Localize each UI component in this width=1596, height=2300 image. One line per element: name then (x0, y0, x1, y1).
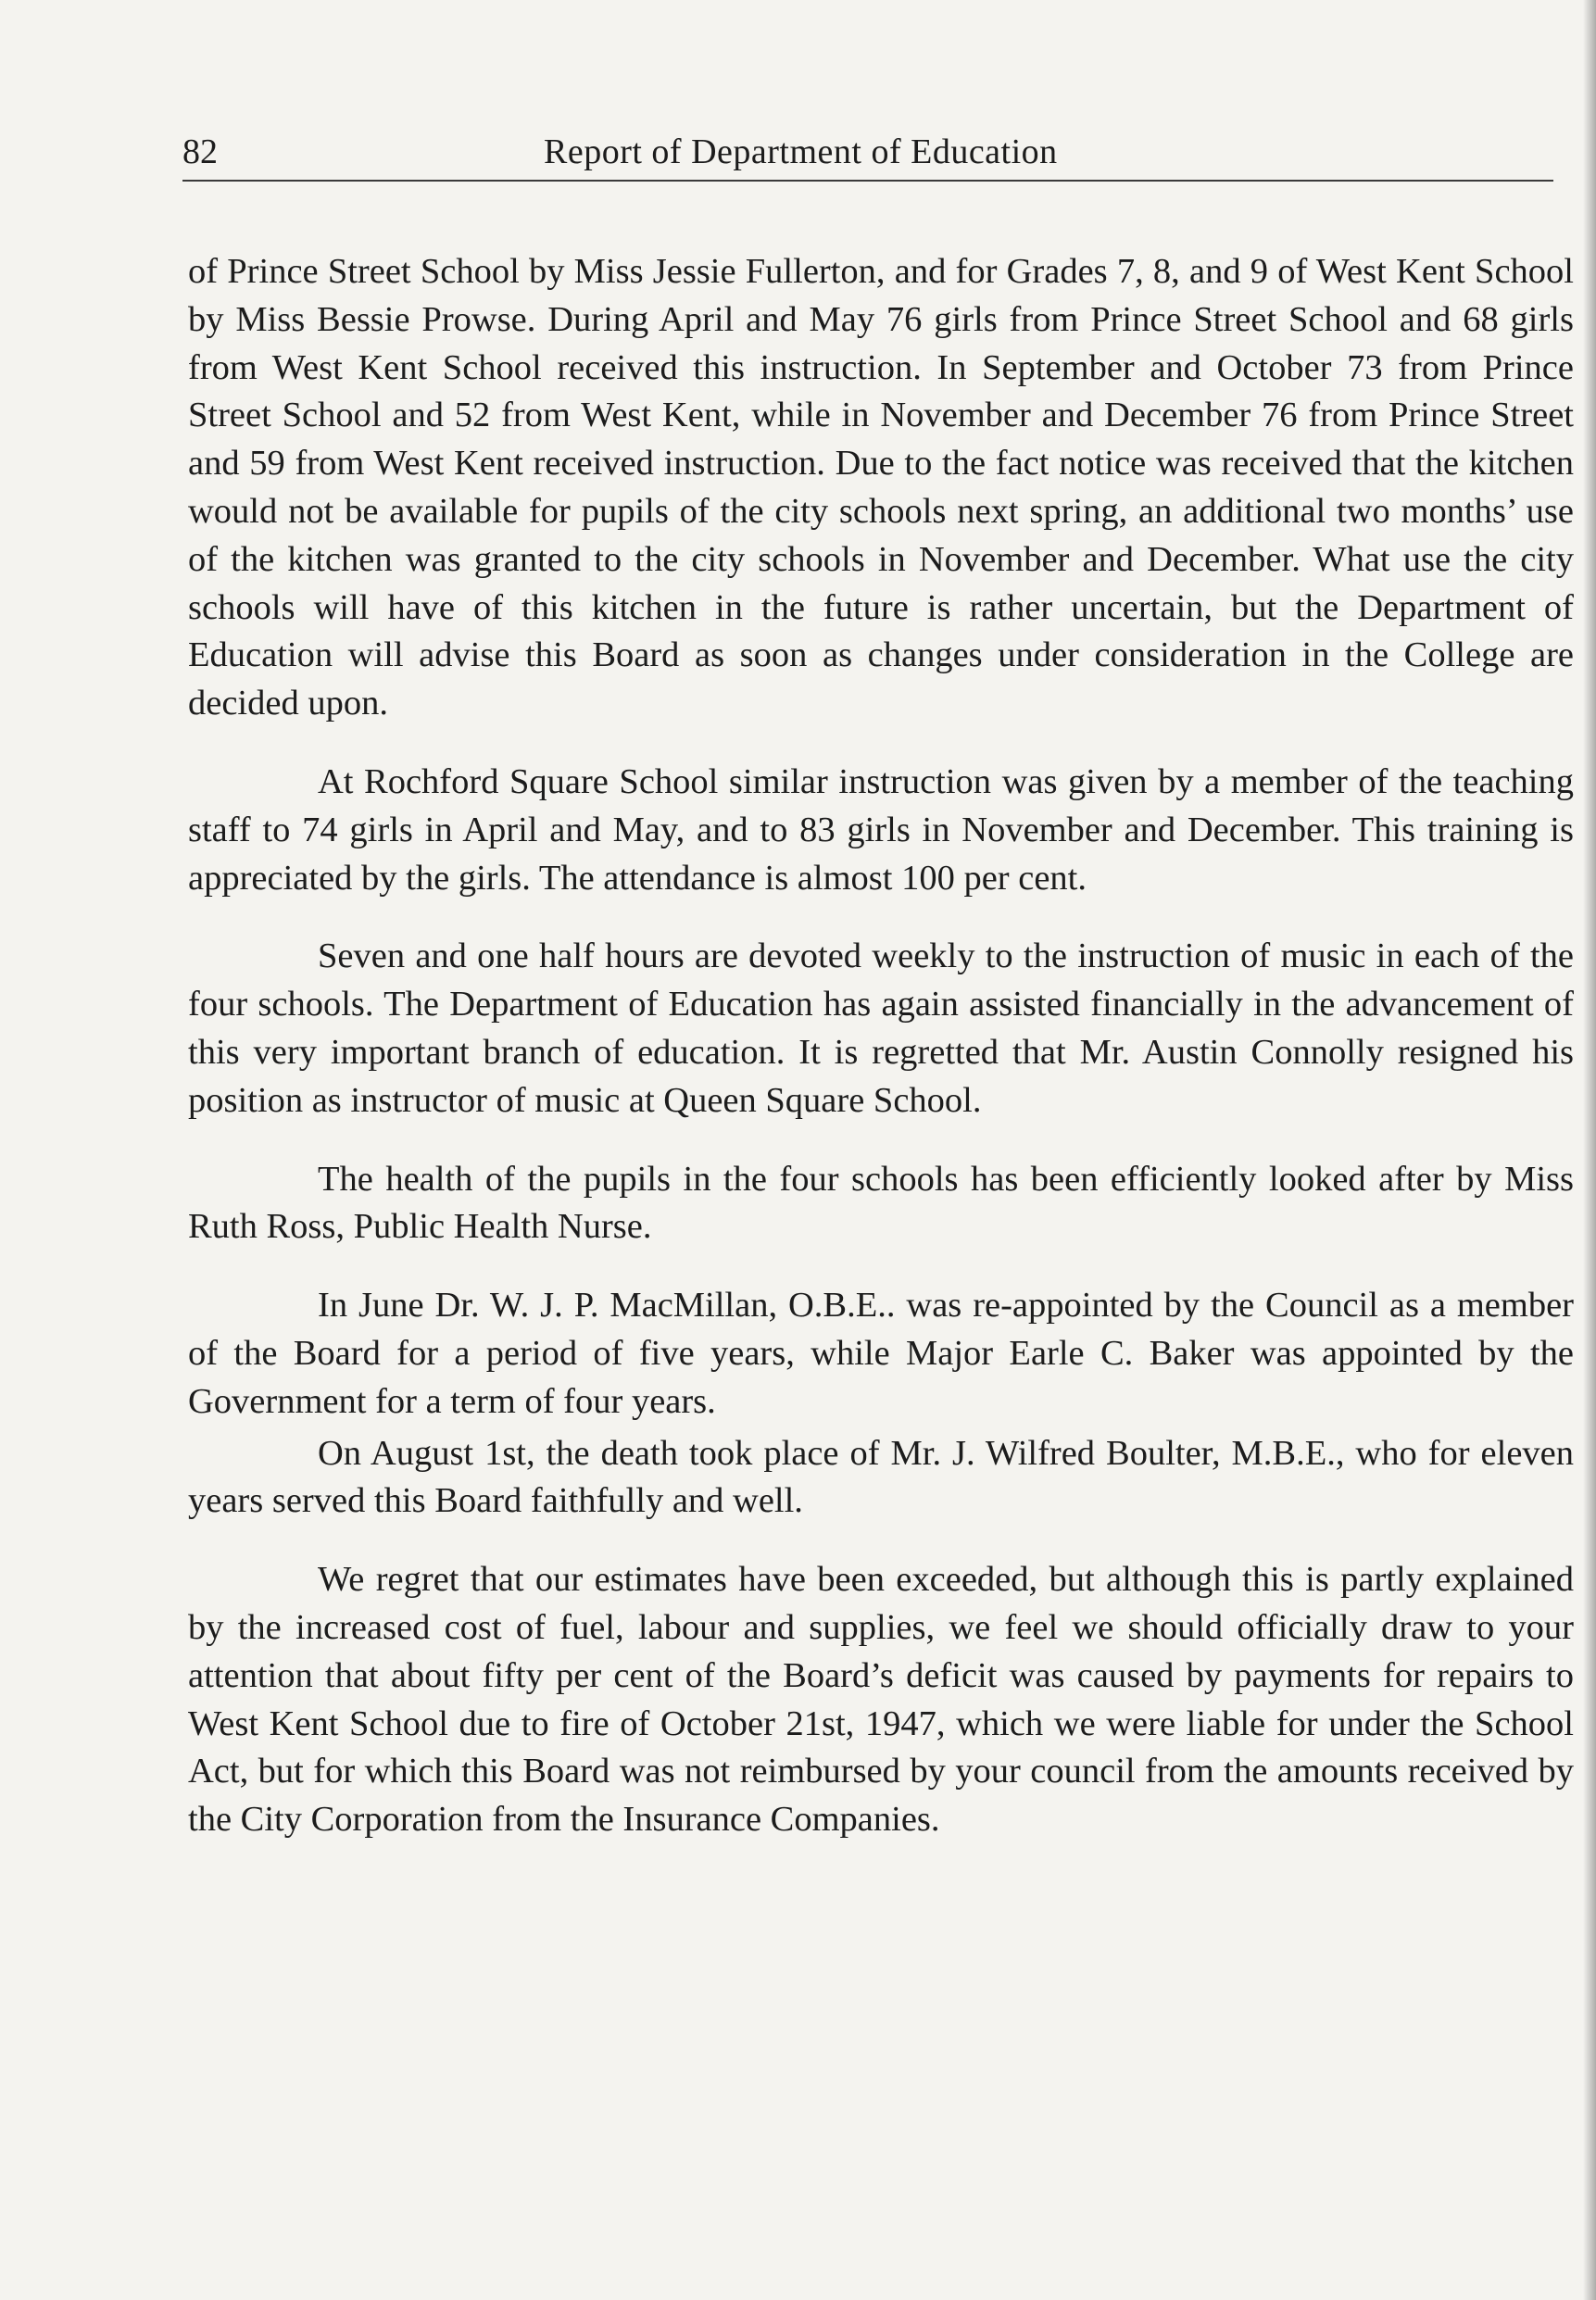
paragraph-continued: of Prince Street School by Miss Jessie Fullerton, and for Grades 7, 8, and 9 of West Kent School by Miss Bessie Prowse. During April and May 76 girls from Prince Street School and 68 girls from West Kent School received this instruction. In September and October 73 from Prince Street School and 52 from West Kent, while in November and December 76 from Prince Street and 59 from West Kent received instruction. Due to the fact notice was received that the kitchen would not be available for pupils of the city schools next spring, an additional two months’ use of the kitchen was granted to the city schools in November and December. What use the city schools will have of this kitchen in the future is rather uncertain, but the Department of Education will advise this Board as soon as changes under consideration in the College are decided upon. (188, 252, 1574, 723)
paragraph-obituary: On August 1st, the death took place of Mr. J. Wilfred Boulter, M.B.E., who for eleven years served this Board faithfully and well. (188, 1433, 1574, 1521)
paragraph-health: The health of the pupils in the four schools has been efficiently looked after by Miss Ruth Ross, Public Health Nurse. (188, 1159, 1574, 1247)
paragraph-music-instruction: Seven and one half hours are devoted weekly to the instruction of music in each of the four schools. The Department of Education has again assisted financially in the advancement of this very important branch of education. It is regretted that Mr. Austin Connolly resigned his position as instructor of music at Queen Square School. (188, 936, 1574, 1120)
page-header (182, 128, 1553, 182)
paragraph-deficit: We regret that our estimates have been exceeded, but although this is partly explained by the increased cost of fuel, labour and supplies, we feel we should officially draw to your attention that about fifty per cent of the Board’s deficit was caused by payments for repairs to West Kent School due to fire of October 21st, 1947, which we were liable for under the School Act, but for which this Board was not reimbursed by your council from the amounts received by the City Corporation from the Insurance Companies. (188, 1560, 1574, 1840)
running-head: Report of Department of Education (544, 132, 1058, 171)
body-text (188, 248, 1574, 1844)
paragraph-appointments: In June Dr. W. J. P. MacMillan, O.B.E.. was re-appointed by the Council as a member of the Board for a period of five years, while Major Earle C. Baker was appointed by the Government for a term of four years. (188, 1286, 1574, 1421)
paragraph-rochford-square: At Rochford Square School similar instruction was given by a member of the teaching staff to 74 girls in April and May, and to 83 girls in November and December. This training is appreciated by the girls. The attendance is almost 100 per cent. (188, 761, 1574, 898)
page-number: 82 (182, 132, 218, 171)
